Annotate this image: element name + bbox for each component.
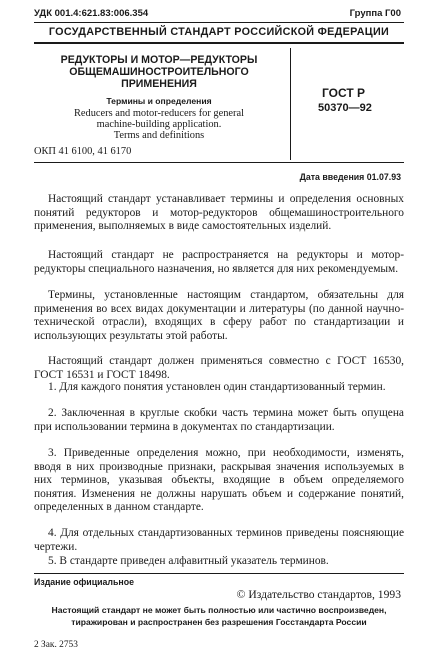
title-ru-line-2: ОБЩЕМАШИНОСТРОИТЕЛЬНОГО [69, 66, 249, 78]
title-en-line-2: machine-building application. [96, 119, 222, 130]
paragraph-scope: Настоящий стандарт устанавливает термины и определения основных понятий редукторов и мотор-редукторов общемашиностроительного применения, выполняемых в виде самостоятельных изделий. [34, 193, 404, 233]
paragraph-item-5: 5. В стандарте приведен алфавитный указатель терминов. [48, 555, 329, 567]
effective-date: Дата введения 01.07.93 [299, 172, 401, 182]
paragraph-item-3: 3. Приведенные определения можно, при необходимости, изменять, вводя в них производные признаки, раскрывая значения используемых в них терминов, указывая объекты, входящие в объем определяемого понятия. Изменения не должны нарушать объем и содержание понятий, определенных в данном стандарте. [34, 447, 404, 514]
title-ru [34, 54, 284, 90]
gost-label: ГОСТ Р [322, 86, 366, 100]
title-en-line-1: Reducers and motor-reducers for general [73, 108, 244, 119]
title-ru-subtitle: Термины и определения [106, 96, 212, 106]
official-edition: Издание официальное [34, 577, 134, 587]
paragraph-item-2: 2. Заключенная в круглые скобки часть термина может быть опущена при использовании термина в документах по стандартизации. [34, 407, 404, 433]
udk-code: УДК 001.4:621.83:006.354 [34, 8, 149, 19]
copyright-notice-line-2: тиражирован и распространен без разрешения Госстандарта России [71, 617, 367, 627]
copyright-notice-line-1: Настоящий стандарт не может быть полностью или частично воспроизведен, [51, 605, 387, 615]
paragraph-terms-mandatory: Термины, установленные настоящим стандартом, обязательны для применения во всех видах документации и литературы (по данной научно-технической отрасли), входящих в сферу работ по стандартизации и использующих результаты этой работы. [34, 289, 404, 342]
title-ru-line-1: РЕДУКТОРЫ И МОТОР—РЕДУКТОРЫ [60, 54, 258, 66]
publisher-copyright: © Издательство стандартов, 1993 [236, 588, 401, 601]
title-ru-line-3: ПРИМЕНЕНИЯ [121, 78, 197, 90]
gost-number: 50370—92 [318, 102, 372, 114]
paragraph-nonapplicability: Настоящий стандарт не распространяется на редукторы и мотор-редукторы специального назначения, но является для них рекомендуемым. [34, 249, 404, 275]
paragraph-item-1: 1. Для каждого понятия установлен один стандартизованный термин. [48, 381, 386, 393]
title-en [34, 108, 284, 141]
group-code: Группа Г00 [349, 8, 401, 19]
title-divider [290, 48, 291, 160]
print-order-number: 2 Зак. 2753 [34, 640, 78, 650]
header-rule-top [34, 22, 404, 23]
header-rule-bottom [34, 42, 404, 44]
title-en-line-3: Terms and definitions [113, 130, 205, 141]
footer-rule [34, 573, 404, 574]
copyright-notice [34, 604, 404, 628]
org-name: ГОСУДАРСТВЕННЫЙ СТАНДАРТ РОССИЙСКОЙ ФЕДЕРАЦИИ [48, 26, 390, 38]
okp-code: ОКП 41 6100, 41 6170 [34, 146, 132, 157]
paragraph-related-standards: Настоящий стандарт должен применяться совместно с ГОСТ 16530, ГОСТ 16531 и ГОСТ 18498. [34, 355, 404, 381]
paragraph-item-4: 4. Для отдельных стандартизованных терминов приведены поясняющие чертежи. [34, 527, 404, 553]
title-rule-bottom [34, 162, 404, 163]
